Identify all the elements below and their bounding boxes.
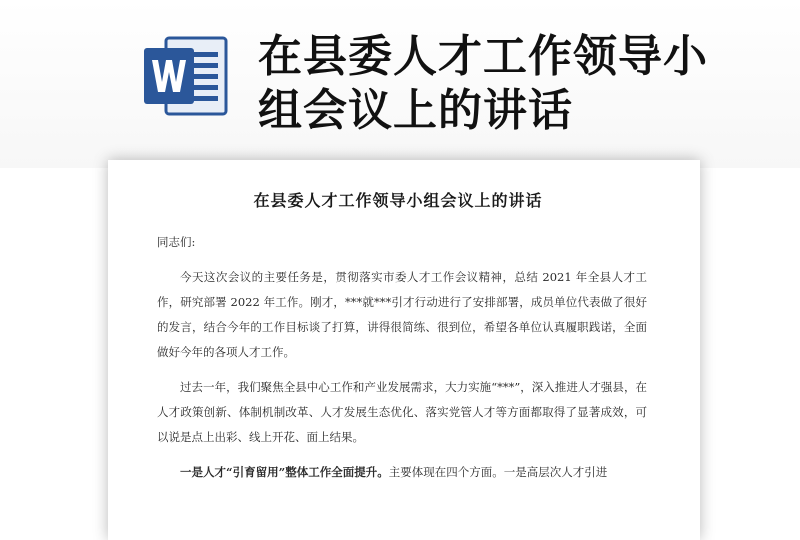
document-title: 在县委人才工作领导小组会议上的讲话 (253, 191, 543, 210)
word-icon (140, 34, 236, 118)
paragraph-3 (157, 460, 647, 485)
document-page (112, 166, 684, 526)
document-body (157, 230, 647, 495)
paragraph-2: 过去一年，我们聚焦全县中心工作和产业发展需求，大力实施“***”，深入推进人才强县，在人才政策创新、体制机制改革、人才发展生态优化、落实党管人才等方面都取得了显著成效，可以说是点上出彩、线上开花、面上结果。 (157, 380, 647, 444)
salutation: 同志们: (157, 235, 196, 249)
banner-title: 在县委人才工作领导小组会议上的讲话 (258, 31, 708, 136)
paragraph-3-rest: 主要体现在四个方面。一是高层次人才引进 (388, 465, 608, 479)
paragraph-1: 今天这次会议的主要任务是，贯彻落实市委人才工作会议精神，总结 2021 年全县人才工作，研究部署 2022 年工作。刚才，***就***引才行动进行了安排部署，成员单位代表做了很好的发言，结合今年的工作目标谈了打算，讲得很简练、很到位，希望各单位认真履职践诺，全面做好今年的各项人才工作。 (157, 270, 647, 359)
paragraph-3-lead: 一是人才“引育留用”整体工作全面提升。 (180, 465, 389, 479)
